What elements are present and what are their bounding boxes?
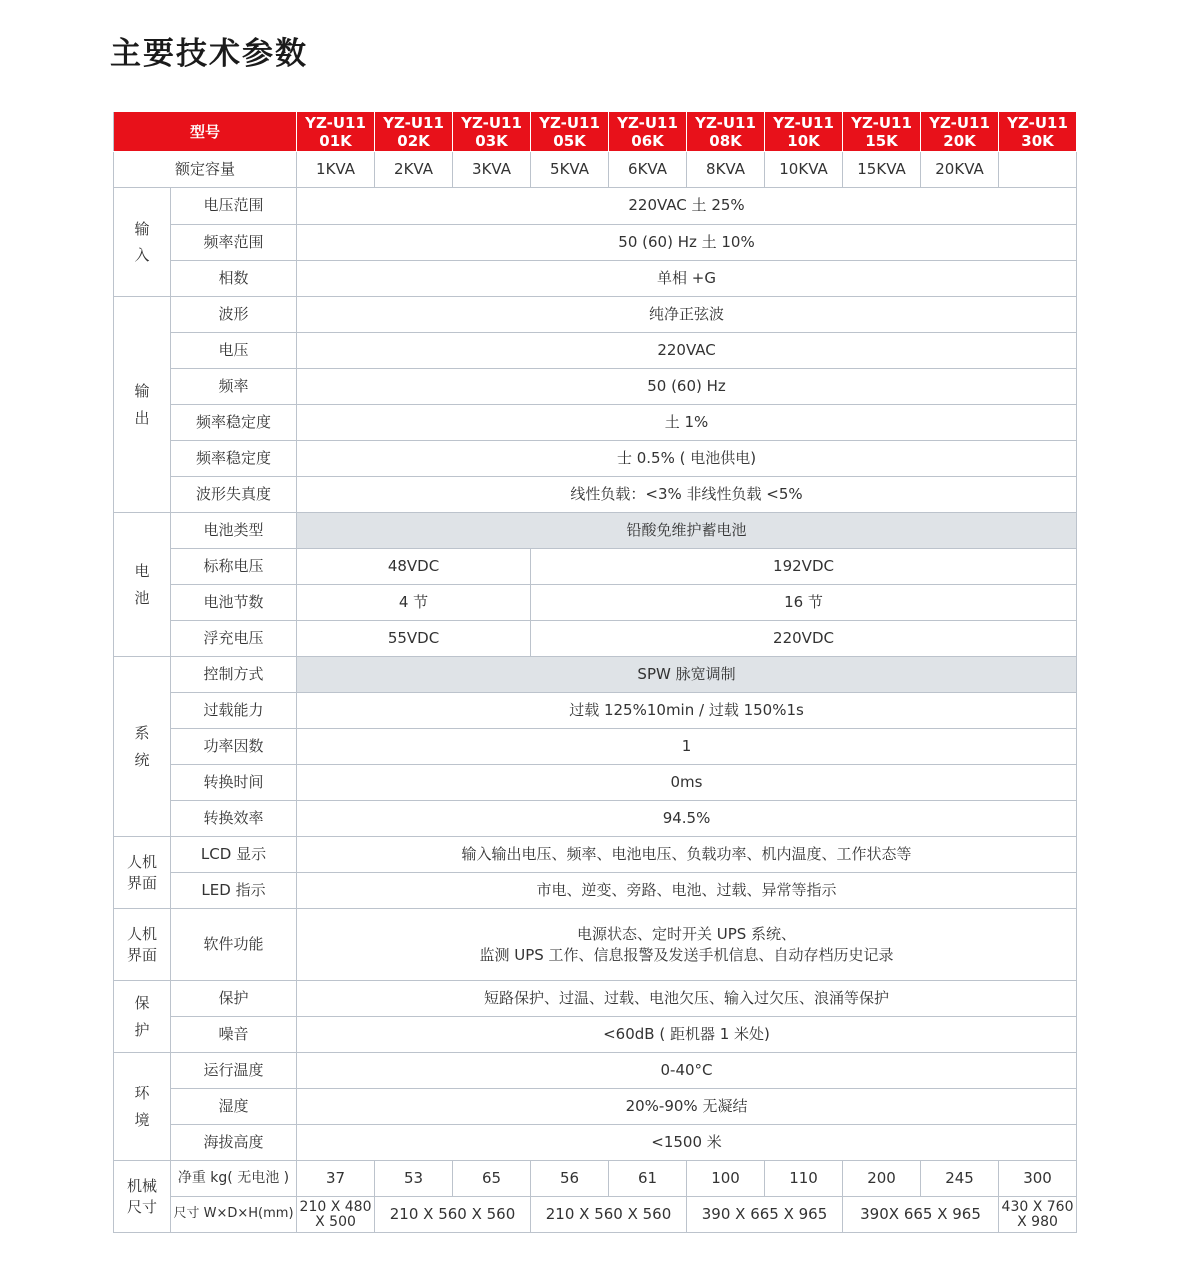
output-waveform-value: 纯净正弦波 [297,297,1077,333]
battery-cells-small: 4 节 [297,585,531,621]
weight-value: 100 [687,1161,765,1197]
output-stability-battery-row [114,441,1077,477]
output-frequency-value: 50 (60) Hz [297,369,1077,405]
env-temp-value: 0-40°C [297,1053,1077,1089]
battery-type-label: 电池类型 [171,513,297,549]
model-02k: YZ-U11 02K [375,112,453,152]
system-overload-value: 过载 125%10min / 过载 150%1s [297,693,1077,729]
capacity-value: 8KVA [687,152,765,188]
battery-float-row [114,621,1077,657]
size-row [114,1197,1077,1233]
weight-value: 53 [375,1161,453,1197]
output-voltage-value: 220VAC [297,333,1077,369]
output-stability-battery-label: 频率稳定度 [171,441,297,477]
system-control-label: 控制方式 [171,657,297,693]
capacity-value: 2KVA [375,152,453,188]
noise-value: <60dB ( 距机器 1 米处) [297,1017,1077,1053]
capacity-value [999,152,1077,188]
env-temp-row [114,1053,1077,1089]
input-phase-row [114,261,1077,297]
size-value: 390 X 665 X 965 [687,1197,843,1233]
input-voltage-value: 220VAC 土 25% [297,188,1077,225]
battery-float-large: 220VDC [531,621,1077,657]
group-system: 系统 [114,657,171,837]
output-frequency-label: 频率 [171,369,297,405]
system-pf-value: 1 [297,729,1077,765]
weight-value: 300 [999,1161,1077,1197]
size-value: 390X 665 X 965 [843,1197,999,1233]
output-distortion-row [114,477,1077,513]
battery-voltage-large: 192VDC [531,549,1077,585]
system-efficiency-row [114,801,1077,837]
noise-row [114,1017,1077,1053]
model-header: 型号 [114,112,297,152]
env-altitude-value: <1500 米 [297,1125,1077,1161]
weight-value: 37 [297,1161,375,1197]
battery-float-small: 55VDC [297,621,531,657]
system-overload-label: 过载能力 [171,693,297,729]
output-voltage-label: 电压 [171,333,297,369]
header-row [114,112,1077,152]
group-battery: 电池 [114,513,171,657]
battery-type-row [114,513,1077,549]
env-altitude-label: 海拔高度 [171,1125,297,1161]
capacity-value: 1KVA [297,152,375,188]
weight-value: 61 [609,1161,687,1197]
output-distortion-label: 波形失真度 [171,477,297,513]
weight-value: 200 [843,1161,921,1197]
env-temp-label: 运行温度 [171,1053,297,1089]
software-value: 电源状态、定时开关 UPS 系统、 监测 UPS 工作、信息报警及发送手机信息、自动存档历史记录 [297,909,1077,981]
output-voltage-row [114,333,1077,369]
input-phase-value: 单相 +G [297,261,1077,297]
input-voltage-label: 电压范围 [171,188,297,225]
system-transfer-row [114,765,1077,801]
system-pf-row [114,729,1077,765]
system-transfer-label: 转换时间 [171,765,297,801]
protection-row [114,981,1077,1017]
env-humidity-label: 湿度 [171,1089,297,1125]
spec-table [113,111,1077,1233]
battery-cells-large: 16 节 [531,585,1077,621]
system-efficiency-value: 94.5% [297,801,1077,837]
model-06k: YZ-U11 06K [609,112,687,152]
system-pf-label: 功率因数 [171,729,297,765]
input-frequency-row [114,225,1077,261]
battery-type-value: 铅酸免维护蓄电池 [297,513,1077,549]
system-efficiency-label: 转换效率 [171,801,297,837]
group-environment: 环境 [114,1053,171,1161]
hmi-led-value: 市电、逆变、旁路、电池、过载、异常等指示 [297,873,1077,909]
system-control-row [114,657,1077,693]
battery-voltage-row [114,549,1077,585]
model-20k: YZ-U11 20K [921,112,999,152]
model-15k: YZ-U11 15K [843,112,921,152]
capacity-label: 额定容量 [114,152,297,188]
input-frequency-label: 频率范围 [171,225,297,261]
size-value: 430 X 760 X 980 [999,1197,1077,1233]
capacity-row [114,152,1077,188]
hmi-led-row [114,873,1077,909]
hmi-lcd-value: 输入输出电压、频率、电池电压、负载功率、机内温度、工作状态等 [297,837,1077,873]
weight-value: 65 [453,1161,531,1197]
battery-float-label: 浮充电压 [171,621,297,657]
battery-cells-label: 电池节数 [171,585,297,621]
capacity-value: 6KVA [609,152,687,188]
output-waveform-label: 波形 [171,297,297,333]
env-altitude-row [114,1125,1077,1161]
group-protection: 保护 [114,981,171,1053]
output-distortion-value: 线性负载：<3% 非线性负载 <5% [297,477,1077,513]
hmi-lcd-label: LCD 显示 [171,837,297,873]
group-software: 人机界面 [114,909,171,981]
output-waveform-row [114,297,1077,333]
size-label: 尺寸 W×D×H(mm) [171,1197,297,1233]
output-stability-value: 土 1% [297,405,1077,441]
size-value: 210 X 560 X 560 [375,1197,531,1233]
system-control-value: SPW 脉宽调制 [297,657,1077,693]
size-value: 210 X 560 X 560 [531,1197,687,1233]
model-30k: YZ-U11 30K [999,112,1077,152]
output-stability-label: 频率稳定度 [171,405,297,441]
group-output: 输出 [114,297,171,513]
input-voltage-row [114,188,1077,225]
system-transfer-value: 0ms [297,765,1077,801]
hmi-led-label: LED 指示 [171,873,297,909]
env-humidity-value: 20%-90% 无凝结 [297,1089,1077,1125]
model-03k: YZ-U11 03K [453,112,531,152]
model-08k: YZ-U11 08K [687,112,765,152]
input-phase-label: 相数 [171,261,297,297]
capacity-value: 10KVA [765,152,843,188]
noise-label: 噪音 [171,1017,297,1053]
size-value: 210 X 480 X 500 [297,1197,375,1233]
weight-label: 净重 kg( 无电池 ) [171,1161,297,1197]
input-frequency-value: 50 (60) Hz 土 10% [297,225,1077,261]
page-title: 主要技术参数 [110,36,308,72]
battery-voltage-small: 48VDC [297,549,531,585]
system-overload-row [114,693,1077,729]
capacity-value: 20KVA [921,152,999,188]
capacity-value: 15KVA [843,152,921,188]
battery-cells-row [114,585,1077,621]
weight-value: 245 [921,1161,999,1197]
model-01k: YZ-U11 01K [297,112,375,152]
output-stability-battery-value: 士 0.5% ( 电池供电) [297,441,1077,477]
weight-value: 56 [531,1161,609,1197]
battery-voltage-label: 标称电压 [171,549,297,585]
output-stability-row [114,405,1077,441]
weight-value: 110 [765,1161,843,1197]
group-input: 输入 [114,188,171,297]
capacity-value: 3KVA [453,152,531,188]
hmi-lcd-row [114,837,1077,873]
software-row [114,909,1077,981]
group-mechanical: 机械尺寸 [114,1161,171,1233]
model-10k: YZ-U11 10K [765,112,843,152]
group-hmi: 人机界面 [114,837,171,909]
model-05k: YZ-U11 05K [531,112,609,152]
software-label: 软件功能 [171,909,297,981]
env-humidity-row [114,1089,1077,1125]
output-frequency-row [114,369,1077,405]
capacity-value: 5KVA [531,152,609,188]
weight-row [114,1161,1077,1197]
protection-label: 保护 [171,981,297,1017]
protection-value: 短路保护、过温、过载、电池欠压、输入过欠压、浪涌等保护 [297,981,1077,1017]
